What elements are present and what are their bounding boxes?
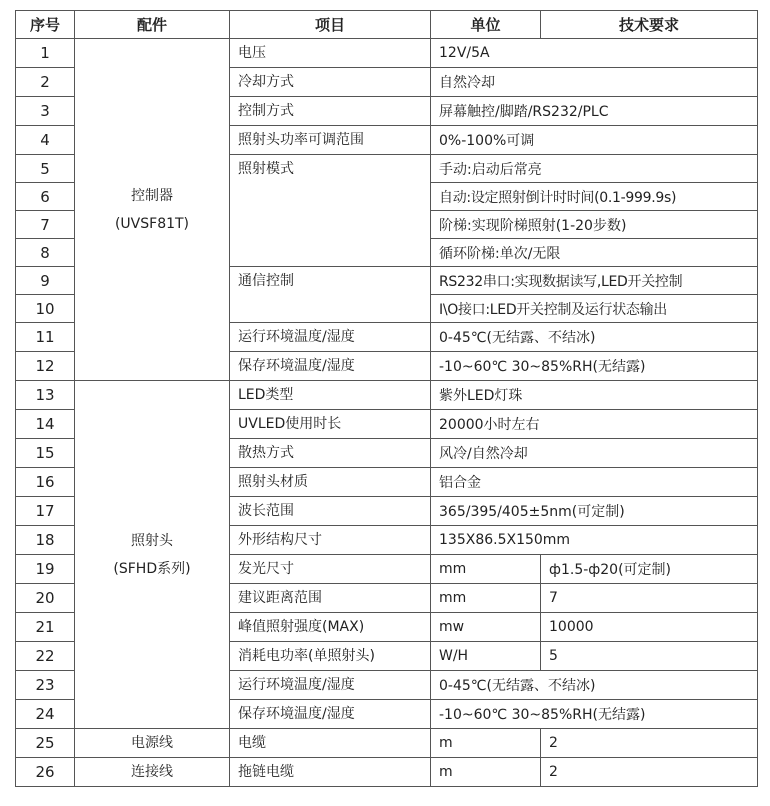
part-name: 控制器: [131, 187, 173, 204]
value-cell: 屏幕触控/脚踏/RS232/PLC: [431, 97, 758, 126]
item-cell: 照射模式: [230, 155, 431, 267]
value-cell: 365/395/405±5nm(可定制): [431, 497, 758, 526]
spec-table-container: [15, 10, 758, 787]
part-controller: [75, 39, 230, 381]
row-number: 11: [16, 323, 75, 352]
item-cell: 电缆: [230, 729, 431, 758]
row-number: 6: [16, 183, 75, 211]
header-unit: 单位: [431, 11, 541, 39]
row-number: 2: [16, 68, 75, 97]
part-name: 照射头: [131, 532, 173, 549]
item-cell: 电压: [230, 39, 431, 68]
item-cell: 通信控制: [230, 267, 431, 323]
value-cell: -10~60℃ 30~85%RH(无结露): [431, 700, 758, 729]
unit-cell: mm: [431, 555, 541, 584]
item-cell: 运行环境温度/湿度: [230, 323, 431, 352]
value-cell: 0-45℃(无结露、不结冰): [431, 671, 758, 700]
row-number: 3: [16, 97, 75, 126]
part-link-cable: 连接线: [75, 758, 230, 787]
item-cell: 冷却方式: [230, 68, 431, 97]
value-cell: 5: [541, 642, 758, 671]
item-cell: 照射头功率可调范围: [230, 126, 431, 155]
item-cell: 散热方式: [230, 439, 431, 468]
value-cell: 10000: [541, 613, 758, 642]
row-number: 8: [16, 239, 75, 267]
item-cell: 拖链电缆: [230, 758, 431, 787]
part-model: (UVSF81T): [114, 215, 190, 232]
value-cell: 135X86.5X150mm: [431, 526, 758, 555]
item-cell: 消耗电功率(单照射头): [230, 642, 431, 671]
row-number: 16: [16, 468, 75, 497]
value-cell: 自动:设定照射倒计时时间(0.1-999.9s): [431, 183, 758, 211]
row-number: 12: [16, 352, 75, 381]
value-cell: RS232串口:实现数据读写,LED开关控制: [431, 267, 758, 295]
table-row: [16, 758, 758, 787]
value-cell: -10~60℃ 30~85%RH(无结露): [431, 352, 758, 381]
value-cell: 铝合金: [431, 468, 758, 497]
row-number: 19: [16, 555, 75, 584]
row-number: 5: [16, 155, 75, 183]
row-number: 21: [16, 613, 75, 642]
item-cell: 波长范围: [230, 497, 431, 526]
table-row: [16, 39, 758, 68]
item-cell: 峰值照射强度(MAX): [230, 613, 431, 642]
item-cell: 运行环境温度/湿度: [230, 671, 431, 700]
header-requirement: 技术要求: [541, 11, 758, 39]
header-item: 项目: [230, 11, 431, 39]
item-cell: 照射头材质: [230, 468, 431, 497]
row-number: 1: [16, 39, 75, 68]
item-cell: 建议距离范围: [230, 584, 431, 613]
part-model: (SFHD系列): [113, 560, 191, 577]
row-number: 4: [16, 126, 75, 155]
row-number: 25: [16, 729, 75, 758]
row-number: 14: [16, 410, 75, 439]
item-cell: 发光尺寸: [230, 555, 431, 584]
row-number: 15: [16, 439, 75, 468]
unit-cell: mm: [431, 584, 541, 613]
item-cell: LED类型: [230, 381, 431, 410]
value-cell: 12V/5A: [431, 39, 758, 68]
value-cell: 7: [541, 584, 758, 613]
value-cell: I\O接口:LED开关控制及运行状态输出: [431, 295, 758, 323]
value-cell: ф1.5-ф20(可定制): [541, 555, 758, 584]
value-cell: 2: [541, 758, 758, 787]
value-cell: 阶梯:实现阶梯照射(1-20步数): [431, 211, 758, 239]
part-power-cable: 电源线: [75, 729, 230, 758]
unit-cell: m: [431, 758, 541, 787]
table-row: [16, 381, 758, 410]
row-number: 18: [16, 526, 75, 555]
item-cell: 保存环境温度/湿度: [230, 352, 431, 381]
header-row: [16, 11, 758, 39]
value-cell: 0-45℃(无结露、不结冰): [431, 323, 758, 352]
row-number: 9: [16, 267, 75, 295]
row-number: 10: [16, 295, 75, 323]
header-no: 序号: [16, 11, 75, 39]
item-cell: 保存环境温度/湿度: [230, 700, 431, 729]
value-cell: 20000小时左右: [431, 410, 758, 439]
value-cell: 紫外LED灯珠: [431, 381, 758, 410]
table-row: [16, 729, 758, 758]
row-number: 24: [16, 700, 75, 729]
value-cell: 2: [541, 729, 758, 758]
item-cell: 外形结构尺寸: [230, 526, 431, 555]
part-irradiation-head: [75, 381, 230, 729]
value-cell: 循环阶梯:单次/无限: [431, 239, 758, 267]
item-cell: UVLED使用时长: [230, 410, 431, 439]
row-number: 7: [16, 211, 75, 239]
row-number: 17: [16, 497, 75, 526]
spec-table: [15, 10, 758, 787]
row-number: 13: [16, 381, 75, 410]
value-cell: 风冷/自然冷却: [431, 439, 758, 468]
value-cell: 自然冷却: [431, 68, 758, 97]
value-cell: 0%-100%可调: [431, 126, 758, 155]
unit-cell: W/H: [431, 642, 541, 671]
value-cell: 手动:启动后常亮: [431, 155, 758, 183]
row-number: 26: [16, 758, 75, 787]
header-part: 配件: [75, 11, 230, 39]
row-number: 22: [16, 642, 75, 671]
row-number: 20: [16, 584, 75, 613]
row-number: 23: [16, 671, 75, 700]
unit-cell: m: [431, 729, 541, 758]
item-cell: 控制方式: [230, 97, 431, 126]
unit-cell: mw: [431, 613, 541, 642]
